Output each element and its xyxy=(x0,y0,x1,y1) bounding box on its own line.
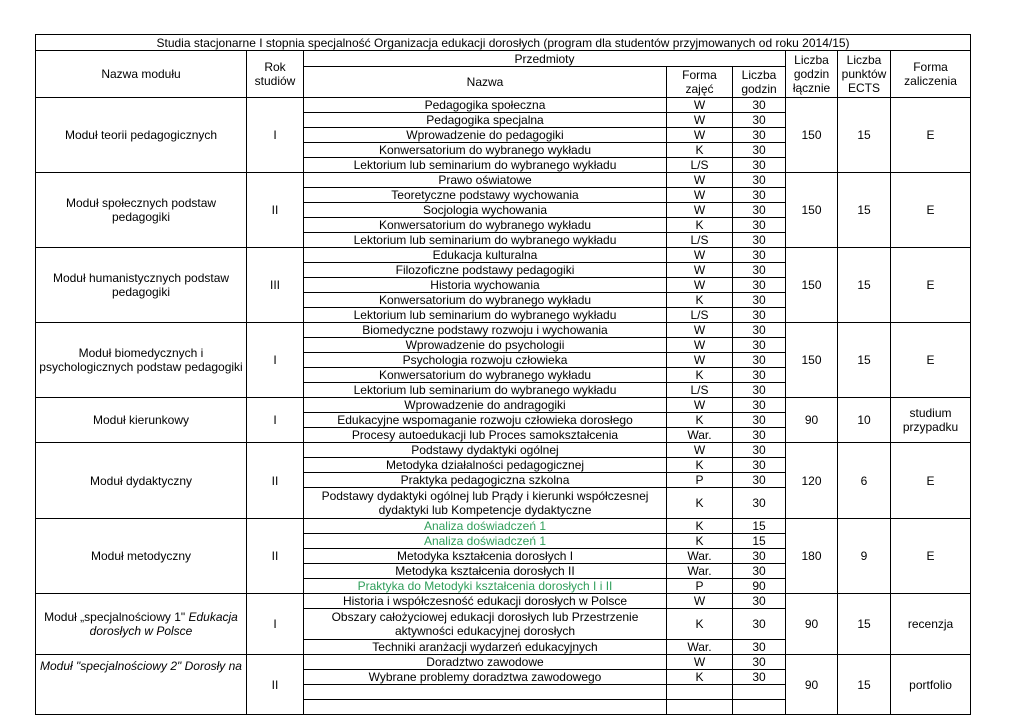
module-name: Moduł "specjalnościowy 2" Dorosły na xyxy=(36,655,247,715)
subject-form: K xyxy=(667,534,733,549)
module-name-italic: Edukacja dorosłych w Polsce xyxy=(89,610,238,638)
subject-hours: 15 xyxy=(733,534,786,549)
header-class-form: Forma zajęć xyxy=(667,67,733,98)
module-name: Moduł metodyczny xyxy=(36,519,247,594)
subject-form: War. xyxy=(667,640,733,655)
module-year: II xyxy=(247,655,304,715)
subject-name: Konwersatorium do wybranego wykładu xyxy=(304,143,667,158)
subject-name: Konwersatorium do wybranego wykładu xyxy=(304,368,667,383)
subject-form: K xyxy=(667,218,733,233)
subject-form: W xyxy=(667,188,733,203)
module-credit-form: studium przypadku xyxy=(891,398,971,443)
subject-form: P xyxy=(667,579,733,594)
module-name: Moduł dydaktyczny xyxy=(36,443,247,519)
subject-form: W xyxy=(667,173,733,188)
module-year: I xyxy=(247,98,304,173)
subject-hours: 30 xyxy=(733,338,786,353)
header-subjects: Przedmioty xyxy=(304,51,786,67)
subject-hours: 30 xyxy=(733,473,786,488)
module-credit-form: E xyxy=(891,323,971,398)
module-total-hours: 180 xyxy=(786,519,838,594)
module-year: II xyxy=(247,173,304,248)
subject-hours: 30 xyxy=(733,218,786,233)
subject-name: Filozoficzne podstawy pedagogiki xyxy=(304,263,667,278)
subject-hours: 90 xyxy=(733,579,786,594)
subject-hours: 30 xyxy=(733,383,786,398)
subject-form: W xyxy=(667,594,733,609)
subject-name: Metodyka kształcenia dorosłych I xyxy=(304,549,667,564)
subject-name: Konwersatorium do wybranego wykładu xyxy=(304,218,667,233)
subject-name: Podstawy dydaktyki ogólnej lub Prądy i kierunki współczesnej dydaktyki lub Kompetencje dydaktyczne xyxy=(304,488,667,519)
module-total-hours: 150 xyxy=(786,173,838,248)
subject-name: Wprowadzenie do andragogiki xyxy=(304,398,667,413)
subject-form: K xyxy=(667,143,733,158)
subject-name: Pedagogika specjalna xyxy=(304,113,667,128)
subject-name: Metodyka kształcenia dorosłych II xyxy=(304,564,667,579)
subject-name: Socjologia wychowania xyxy=(304,203,667,218)
subject-name: Lektorium lub seminarium do wybranego wykładu xyxy=(304,158,667,173)
subject-hours: 30 xyxy=(733,143,786,158)
header-credit-form: Forma zaliczenia xyxy=(891,51,971,98)
header-hours: Liczba godzin xyxy=(733,67,786,98)
module-ects: 15 xyxy=(838,98,891,173)
subject-form: K xyxy=(667,670,733,685)
module-name: Moduł biomedycznych i psychologicznych podstaw pedagogiki xyxy=(36,323,247,398)
subject-form: W xyxy=(667,655,733,670)
subject-name: Praktyka pedagogiczna szkolna xyxy=(304,473,667,488)
table-row xyxy=(36,98,971,113)
module-name: Moduł kierunkowy xyxy=(36,398,247,443)
module-ects: 15 xyxy=(838,594,891,655)
subject-form: K xyxy=(667,609,733,640)
subject-hours: 30 xyxy=(733,640,786,655)
subject-form: War. xyxy=(667,549,733,564)
module-year: III xyxy=(247,248,304,323)
module-name: Moduł społecznych podstaw pedagogiki xyxy=(36,173,247,248)
curriculum-table xyxy=(35,34,971,715)
module-credit-form: recenzja xyxy=(891,594,971,655)
subject-hours: 30 xyxy=(733,128,786,143)
subject-form: W xyxy=(667,443,733,458)
subject-name: Podstawy dydaktyki ogólnej xyxy=(304,443,667,458)
subject-hours: 30 xyxy=(733,248,786,263)
table-row xyxy=(36,173,971,188)
subject-hours: 30 xyxy=(733,353,786,368)
subject-hours xyxy=(733,685,786,700)
subject-hours: 30 xyxy=(733,594,786,609)
subject-form: W xyxy=(667,113,733,128)
subject-form: War. xyxy=(667,428,733,443)
subject-form: W xyxy=(667,398,733,413)
subject-hours: 30 xyxy=(733,308,786,323)
subject-name: Metodyka działalności pedagogicznej xyxy=(304,458,667,473)
subject-form: W xyxy=(667,278,733,293)
subject-hours: 30 xyxy=(733,428,786,443)
subject-hours: 30 xyxy=(733,413,786,428)
subject-hours xyxy=(733,700,786,715)
subject-form: K xyxy=(667,368,733,383)
subject-hours: 30 xyxy=(733,158,786,173)
subject-form: K xyxy=(667,458,733,473)
module-credit-form: E xyxy=(891,519,971,594)
module-year: I xyxy=(247,323,304,398)
subject-name: Biomedyczne podstawy rozwoju i wychowania xyxy=(304,323,667,338)
module-year: I xyxy=(247,594,304,655)
subject-hours: 30 xyxy=(733,549,786,564)
subject-hours: 30 xyxy=(733,188,786,203)
subject-name: Prawo oświatowe xyxy=(304,173,667,188)
module-ects: 9 xyxy=(838,519,891,594)
subject-form: K xyxy=(667,413,733,428)
subject-name: Techniki aranżacji wydarzeń edukacyjnych xyxy=(304,640,667,655)
subject-hours: 15 xyxy=(733,519,786,534)
module-ects: 15 xyxy=(838,323,891,398)
subject-hours: 30 xyxy=(733,293,786,308)
subject-name: Doradztwo zawodowe xyxy=(304,655,667,670)
subject-form: W xyxy=(667,323,733,338)
subject-name: Wprowadzenie do pedagogiki xyxy=(304,128,667,143)
module-name xyxy=(36,594,247,655)
subject-name xyxy=(304,700,667,715)
table-row xyxy=(36,519,971,534)
module-credit-form: E xyxy=(891,173,971,248)
subject-name: Wybrane problemy doradztwa zawodowego xyxy=(304,670,667,685)
subject-hours: 30 xyxy=(733,368,786,383)
table-row xyxy=(36,594,971,609)
module-year: II xyxy=(247,443,304,519)
subject-form: K xyxy=(667,488,733,519)
module-name: Moduł humanistycznych podstaw pedagogiki xyxy=(36,248,247,323)
table-title: Studia stacjonarne I stopnia specjalność Organizacja edukacji dorosłych (program dla studentów przyjmowanych od roku 2014/15) xyxy=(36,35,971,51)
subject-form: W xyxy=(667,353,733,368)
module-ects: 6 xyxy=(838,443,891,519)
module-credit-form: portfolio xyxy=(891,655,971,715)
subject-form: W xyxy=(667,203,733,218)
subject-name: Edukacja kulturalna xyxy=(304,248,667,263)
subject-hours: 30 xyxy=(733,458,786,473)
header-module-name: Nazwa modułu xyxy=(36,51,247,98)
module-total-hours: 90 xyxy=(786,655,838,715)
module-name: Moduł teorii pedagogicznych xyxy=(36,98,247,173)
document-page xyxy=(35,34,970,692)
subject-form: K xyxy=(667,293,733,308)
module-year: II xyxy=(247,519,304,594)
subject-name: Historia wychowania xyxy=(304,278,667,293)
subject-name: Konwersatorium do wybranego wykładu xyxy=(304,293,667,308)
subject-form: W xyxy=(667,248,733,263)
subject-hours: 30 xyxy=(733,655,786,670)
table-row xyxy=(36,398,971,413)
subject-form: W xyxy=(667,98,733,113)
subject-form: L/S xyxy=(667,308,733,323)
module-ects: 15 xyxy=(838,248,891,323)
subject-name xyxy=(304,685,667,700)
module-total-hours: 90 xyxy=(786,594,838,655)
subject-name: Procesy autoedukacji lub Proces samokształcenia xyxy=(304,428,667,443)
subject-name: Praktyka do Metodyki kształcenia dorosłych I i II xyxy=(304,579,667,594)
module-total-hours: 90 xyxy=(786,398,838,443)
subject-form: L/S xyxy=(667,158,733,173)
subject-form: W xyxy=(667,263,733,278)
subject-hours: 30 xyxy=(733,488,786,519)
subject-name: Wprowadzenie do psychologii xyxy=(304,338,667,353)
module-credit-form: E xyxy=(891,98,971,173)
header-total-hours: Liczba godzin łącznie xyxy=(786,51,838,98)
subject-hours: 30 xyxy=(733,113,786,128)
module-total-hours: 120 xyxy=(786,443,838,519)
subject-hours: 30 xyxy=(733,233,786,248)
module-credit-form: E xyxy=(891,248,971,323)
subject-hours: 30 xyxy=(733,443,786,458)
subject-name: Teoretyczne podstawy wychowania xyxy=(304,188,667,203)
module-credit-form: E xyxy=(891,443,971,519)
subject-form: War. xyxy=(667,564,733,579)
subject-name: Lektorium lub seminarium do wybranego wykładu xyxy=(304,308,667,323)
table-row xyxy=(36,248,971,263)
subject-name: Lektorium lub seminarium do wybranego wykładu xyxy=(304,383,667,398)
subject-hours: 30 xyxy=(733,564,786,579)
subject-hours: 30 xyxy=(733,670,786,685)
header-ects: Liczba punktów ECTS xyxy=(838,51,891,98)
subject-name: Historia i współczesność edukacji dorosłych w Polsce xyxy=(304,594,667,609)
subject-form xyxy=(667,685,733,700)
module-ects: 15 xyxy=(838,173,891,248)
module-total-hours: 150 xyxy=(786,98,838,173)
subject-form: W xyxy=(667,128,733,143)
subject-hours: 30 xyxy=(733,203,786,218)
subject-name: Obszary całożyciowej edukacji dorosłych lub Przestrzenie aktywności edukacyjnej dorosłych xyxy=(304,609,667,640)
subject-name: Pedagogika społeczna xyxy=(304,98,667,113)
subject-hours: 30 xyxy=(733,173,786,188)
subject-form: L/S xyxy=(667,233,733,248)
module-total-hours: 150 xyxy=(786,323,838,398)
module-name-main: Moduł „specjalnościowy 1" xyxy=(44,610,186,624)
subject-form: P xyxy=(667,473,733,488)
table-row xyxy=(36,655,971,670)
subject-form xyxy=(667,700,733,715)
module-ects: 15 xyxy=(838,655,891,715)
subject-name: Analiza doświadczeń 1 xyxy=(304,519,667,534)
table-row xyxy=(36,323,971,338)
table-row xyxy=(36,443,971,458)
subject-form: L/S xyxy=(667,383,733,398)
subject-hours: 30 xyxy=(733,263,786,278)
header-year: Rok studiów xyxy=(247,51,304,98)
subject-name: Psychologia rozwoju człowieka xyxy=(304,353,667,368)
subject-form: W xyxy=(667,338,733,353)
module-total-hours: 150 xyxy=(786,248,838,323)
subject-hours: 30 xyxy=(733,98,786,113)
subject-hours: 30 xyxy=(733,609,786,640)
header-subject-name: Nazwa xyxy=(304,67,667,98)
subject-name: Analiza doświadczeń 1 xyxy=(304,534,667,549)
subject-hours: 30 xyxy=(733,398,786,413)
subject-name: Edukacyjne wspomaganie rozwoju człowieka dorosłego xyxy=(304,413,667,428)
module-year: I xyxy=(247,398,304,443)
module-ects: 10 xyxy=(838,398,891,443)
subject-name: Lektorium lub seminarium do wybranego wykładu xyxy=(304,233,667,248)
subject-form: K xyxy=(667,519,733,534)
subject-hours: 30 xyxy=(733,323,786,338)
subject-hours: 30 xyxy=(733,278,786,293)
